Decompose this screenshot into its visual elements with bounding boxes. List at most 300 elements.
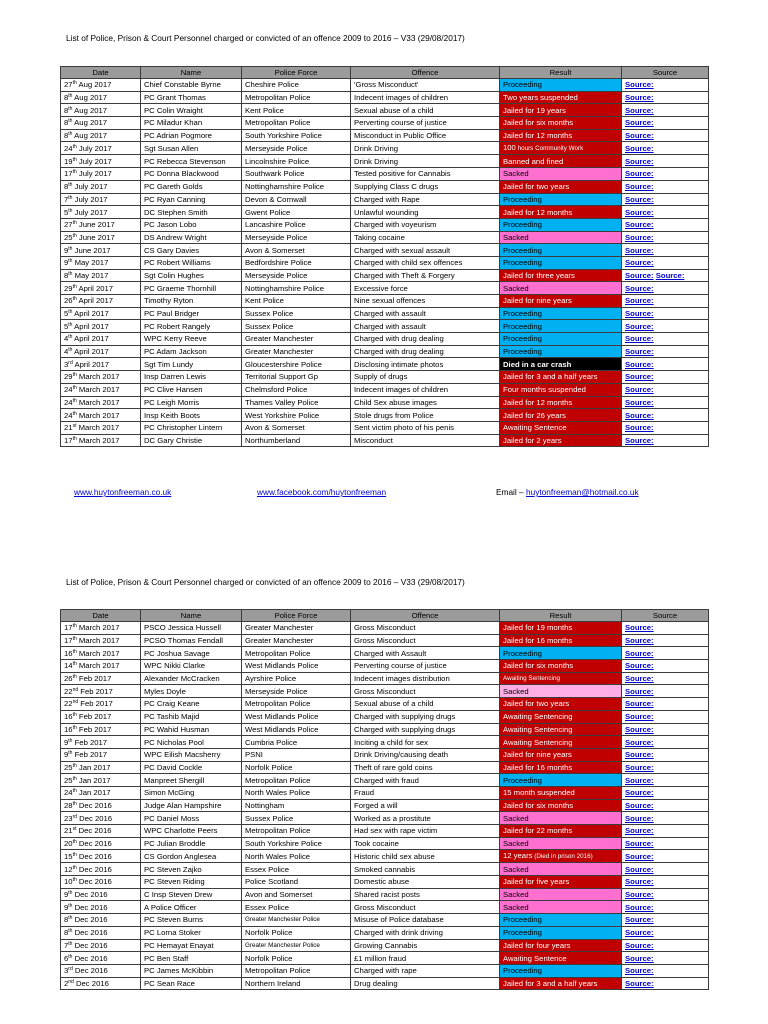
offence-cell: Gross Misconduct [351, 901, 500, 914]
name-cell: PC Colin Wraight [141, 104, 242, 117]
source-cell [622, 168, 709, 181]
result-text: 15 month suspended [503, 788, 575, 798]
police-force-cell: PSNI [242, 748, 351, 761]
name-cell: PC Daniel Moss [141, 812, 242, 825]
source-cell [622, 672, 709, 685]
name-cell: Insp Darren Lewis [141, 371, 242, 384]
name-cell: PC Graeme Thornhill [141, 282, 242, 295]
source-link[interactable]: Source: [625, 258, 654, 268]
date-suffix: th [72, 169, 77, 176]
result-text: Proceeding [503, 220, 542, 230]
result-text: Proceeding [503, 648, 542, 658]
police-force-cell: Nottingham [242, 799, 351, 812]
header-name: Name [141, 610, 242, 622]
source-cell [622, 218, 709, 231]
table-row [61, 129, 709, 142]
police-force-cell: Sussex Police [242, 320, 351, 333]
date-suffix: th [68, 245, 73, 252]
date-cell [61, 710, 141, 723]
result-cell [500, 850, 622, 863]
table-row [61, 307, 709, 320]
date-suffix: th [68, 737, 73, 744]
result-cell [500, 396, 622, 409]
result-text: Four months suspended [503, 385, 586, 395]
date-suffix: th [72, 80, 77, 87]
name-cell: PC Steven Zajko [141, 863, 242, 876]
source-cell [622, 345, 709, 358]
offence-cell: Shared racist posts [351, 888, 500, 901]
table-row [61, 244, 709, 257]
source-link[interactable]: Source: [625, 864, 654, 874]
result-cell [500, 685, 622, 698]
date-cell [61, 914, 141, 927]
date-month-year: Jan 2017 [78, 775, 111, 785]
name-cell: CS Gary Davies [141, 244, 242, 257]
source-link[interactable]: Source: [625, 169, 654, 179]
source-link[interactable]: Source: [625, 636, 654, 646]
table-row [61, 333, 709, 346]
result-text: 100 [503, 143, 516, 153]
police-force-cell: Metropolitan Police [242, 964, 351, 977]
date-month-year: Feb 2017 [80, 699, 113, 709]
offence-cell: Charged with drink driving [351, 926, 500, 939]
result-text: Sacked [503, 864, 529, 874]
police-force-cell: Lincolnshire Police [242, 155, 351, 168]
date-month-year: Dec 2016 [74, 902, 108, 912]
table-row [61, 977, 709, 990]
date-month-year: Aug 2017 [74, 131, 108, 141]
source-link[interactable]: Source: [625, 283, 654, 293]
date-day: 29 [64, 283, 73, 293]
date-day: 25 [64, 775, 73, 785]
date-day: 29 [64, 372, 73, 382]
date-suffix: th [72, 851, 77, 858]
source-link[interactable]: Source: [625, 194, 654, 204]
date-day: 22 [64, 686, 73, 696]
source-cell [622, 799, 709, 812]
date-month-year: March 2017 [78, 423, 120, 433]
offence-cell: Stole drugs from Police [351, 409, 500, 422]
police-force-cell: Merseyside Police [242, 269, 351, 282]
date-cell [61, 850, 141, 863]
offence-cell: Indecent images distribution [351, 672, 500, 685]
date-month-year: April 2017 [74, 321, 109, 331]
source-link[interactable]: Source: [625, 674, 654, 684]
source-link[interactable]: Source: [625, 309, 654, 319]
name-cell: PC Sean Race [141, 977, 242, 990]
source-link[interactable]: Source: [625, 423, 654, 433]
date-month-year: April 2017 [78, 296, 114, 306]
police-force-cell: Greater Manchester [242, 634, 351, 647]
table-row [61, 672, 709, 685]
source-link[interactable]: Source: [625, 813, 654, 823]
date-day: 25 [64, 762, 73, 772]
offence-cell: Historic child sex abuse [351, 850, 500, 863]
date-month-year: Feb 2017 [78, 724, 112, 734]
date-month-year: Dec 2016 [78, 800, 112, 810]
source-cell [622, 396, 709, 409]
source-link[interactable]: Source: [625, 877, 654, 887]
source-cell [622, 863, 709, 876]
table-row [61, 434, 709, 447]
date-cell [61, 685, 141, 698]
result-cell [500, 345, 622, 358]
offence-cell: Excessive force [351, 282, 500, 295]
source-cell [622, 307, 709, 320]
result-cell [500, 964, 622, 977]
header-name: Name [141, 67, 242, 79]
date-month-year: March 2017 [78, 636, 120, 646]
offence-cell: Charged with Rape [351, 193, 500, 206]
table-row [61, 736, 709, 749]
police-force-cell: Metropolitan Police [242, 698, 351, 711]
police-force-cell: Cheshire Police [242, 79, 351, 92]
name-cell: PC Nicholas Pool [141, 736, 242, 749]
source-cell [622, 812, 709, 825]
date-day: 24 [64, 143, 73, 153]
table-row [61, 193, 709, 206]
date-month-year: July 2017 [78, 143, 112, 153]
source-link[interactable]: Source: [625, 232, 654, 242]
table-row [61, 786, 709, 799]
offence-cell: Perverting course of justice [351, 660, 500, 673]
date-suffix: nd [72, 699, 79, 706]
result-text: Proceeding [503, 309, 542, 319]
date-suffix: th [68, 347, 73, 354]
source-cell [622, 193, 709, 206]
result-text: Jailed for nine years [503, 296, 572, 306]
name-cell: PC Miladur Khan [141, 117, 242, 130]
offence-cell: Charged with sexual assault [351, 244, 500, 257]
date-month-year: Aug 2017 [78, 80, 112, 90]
police-force-cell: Greater Manchester [242, 622, 351, 635]
source-link[interactable]: Source: [625, 359, 654, 369]
source-link[interactable]: Source: [625, 245, 654, 255]
table-row [61, 320, 709, 333]
date-cell [61, 723, 141, 736]
table-row [61, 863, 709, 876]
result-text: Awaiting Sentencing [503, 737, 573, 747]
table-row [61, 825, 709, 838]
source-link[interactable]: Source: [625, 686, 654, 696]
result-text: Sacked [503, 902, 529, 912]
date-day: 9 [64, 245, 69, 255]
date-day: 4 [64, 334, 69, 344]
website-link[interactable]: www.huytonfreeman.co.uk [74, 487, 172, 497]
table-row [61, 358, 709, 371]
table-row [61, 79, 709, 92]
table-row [61, 142, 709, 155]
source-link[interactable]: Source: [625, 93, 654, 103]
source-link[interactable]: Source: [625, 966, 654, 976]
page-title: List of Police, Prison & Court Personnel charged or convicted of an offence 2009 to 2016 – V33 (29/08/2017) [66, 33, 465, 43]
offence-cell: Drug dealing [351, 977, 500, 990]
name-cell: PC Jason Lobo [141, 218, 242, 231]
date-suffix: th [68, 194, 73, 201]
source-link[interactable]: Source: [625, 851, 654, 861]
offence-cell: Fraud [351, 786, 500, 799]
date-day: 8 [64, 270, 69, 280]
date-suffix: th [68, 93, 73, 100]
date-month-year: April 2017 [74, 347, 109, 357]
name-cell: PC Donna Blackwood [141, 168, 242, 181]
date-cell [61, 180, 141, 193]
header-date: Date [61, 67, 141, 79]
date-cell [61, 307, 141, 320]
police-force-cell: Essex Police [242, 901, 351, 914]
source-link[interactable]: Source: [625, 105, 654, 115]
date-suffix: th [68, 131, 73, 138]
table-row [61, 685, 709, 698]
name-cell: CS Gordon Anglesea [141, 850, 242, 863]
source-link[interactable]: Source: [625, 435, 654, 445]
table-row [61, 180, 709, 193]
source-link[interactable]: Source: [625, 953, 654, 963]
source-link[interactable]: Source: [625, 928, 654, 938]
source-link[interactable]: Source: [625, 661, 654, 671]
result-cell [500, 774, 622, 787]
result-cell [500, 761, 622, 774]
police-force-cell: Greater Manchester [242, 345, 351, 358]
source-link[interactable]: Source: [625, 788, 654, 798]
facebook-link[interactable]: www.facebook.com/huytonfreeman [257, 487, 387, 497]
name-cell: PC Wahid Husman [141, 723, 242, 736]
date-day: 17 [64, 623, 73, 633]
source-link[interactable]: Source: [625, 207, 654, 217]
police-force-cell: West Midlands Police [242, 723, 351, 736]
name-cell: PC Clive Hansen [141, 383, 242, 396]
date-suffix: th [68, 902, 73, 909]
police-force-cell: Norfolk Police [242, 761, 351, 774]
header-offence: Offence [351, 610, 500, 622]
header-source: Source [622, 610, 709, 622]
table-row [61, 371, 709, 384]
date-month-year: June 2017 [74, 245, 111, 255]
result-text: Jailed for two years [503, 182, 570, 192]
source-cell [622, 622, 709, 635]
source-cell [622, 939, 709, 952]
date-month-year: Feb 2017 [80, 686, 113, 696]
name-cell: Manpreet Shergill [141, 774, 242, 787]
result-cell [500, 421, 622, 434]
source-link[interactable]: Source: [625, 724, 654, 734]
date-suffix: th [72, 762, 77, 769]
source-link[interactable]: Source: [625, 372, 654, 382]
email-link[interactable]: huytonfreeman@hotmail.co.uk [525, 487, 639, 497]
date-day: 8 [64, 118, 69, 128]
offence-cell: Nine sexual offences [351, 295, 500, 308]
source-link[interactable]: Source: [625, 839, 654, 849]
source-link[interactable]: Source: [625, 347, 654, 357]
date-cell [61, 736, 141, 749]
name-cell: PC Joshua Savage [141, 647, 242, 660]
offence-cell: Charged with rape [351, 964, 500, 977]
offence-cell: Had sex with rape victim [351, 825, 500, 838]
result-cell [500, 358, 622, 371]
source-link[interactable]: Source: [625, 648, 654, 658]
date-suffix: th [72, 372, 77, 379]
result-text: Banned and fined [503, 156, 564, 166]
date-suffix: th [72, 724, 77, 731]
table-row [61, 914, 709, 927]
result-cell [500, 142, 622, 155]
date-day: 16 [64, 724, 73, 734]
source-link[interactable]: Source: [625, 940, 654, 950]
date-month-year: Dec 2016 [74, 966, 108, 976]
source-link[interactable]: Source: [625, 143, 654, 153]
date-month-year: Dec 2016 [74, 928, 108, 938]
offence-cell: Supplying Class C drugs [351, 180, 500, 193]
date-month-year: March 2017 [78, 623, 120, 633]
date-cell [61, 320, 141, 333]
offence-cell: Charged with supplying drugs [351, 723, 500, 736]
result-text: Sacked [503, 169, 529, 179]
result-cell [500, 837, 622, 850]
result-cell [500, 333, 622, 346]
police-force-cell: Avon & Somerset [242, 421, 351, 434]
source-cell [622, 282, 709, 295]
offence-cell: Theft of rare gold coins [351, 761, 500, 774]
source-link[interactable]: Source: [625, 410, 654, 420]
result-text: Jailed for 3 and a half years [503, 978, 598, 988]
header-police-force: Police Force [242, 67, 351, 79]
table-row [61, 710, 709, 723]
police-force-cell: North Wales Police [242, 850, 351, 863]
date-suffix: th [72, 283, 77, 290]
date-suffix: th [72, 648, 77, 655]
police-force-cell: Kent Police [242, 295, 351, 308]
source-cell [622, 129, 709, 142]
result-cell [500, 634, 622, 647]
result-text: Awaiting Sentencing [503, 712, 573, 722]
police-force-cell: Northumberland [242, 434, 351, 447]
result-text: Jailed for five years [503, 877, 570, 887]
result-text: Proceeding [503, 321, 542, 331]
source-link[interactable]: Source: [625, 762, 654, 772]
date-suffix: th [72, 410, 77, 417]
source-link[interactable]: Source: [655, 270, 685, 280]
date-cell [61, 104, 141, 117]
source-link[interactable]: Source: [625, 397, 654, 407]
source-link[interactable]: Source: [625, 385, 654, 395]
source-cell [622, 710, 709, 723]
date-cell [61, 79, 141, 92]
police-force-cell: Thames Valley Police [242, 396, 351, 409]
date-cell [61, 168, 141, 181]
name-cell: Timothy Ryton [141, 295, 242, 308]
date-day: 9 [64, 750, 69, 760]
table-row [61, 660, 709, 673]
source-link[interactable]: Source: [625, 334, 654, 344]
table-row [61, 421, 709, 434]
source-link[interactable]: Source: [625, 737, 654, 747]
source-link[interactable]: Source: [625, 220, 654, 230]
date-cell [61, 977, 141, 990]
source-link[interactable]: Source: [625, 118, 654, 128]
result-note: hours Community Work [515, 145, 584, 153]
source-link[interactable]: Source: [625, 712, 654, 722]
source-cell [622, 231, 709, 244]
date-day: 9 [64, 258, 69, 268]
date-day: 7 [64, 194, 69, 204]
source-cell [622, 269, 709, 282]
source-cell [622, 876, 709, 889]
name-cell: PC Ben Staff [141, 952, 242, 965]
date-suffix: th [68, 207, 73, 214]
date-cell [61, 634, 141, 647]
name-cell: A Police Officer [141, 901, 242, 914]
date-suffix: th [68, 953, 73, 960]
date-suffix: th [72, 877, 77, 884]
source-link[interactable]: Source: [625, 890, 654, 900]
source-link[interactable]: Source: [625, 270, 654, 280]
name-cell: PC Rebecca Stevenson [141, 155, 242, 168]
source-link[interactable]: Source: [625, 915, 654, 925]
offence-cell: Charged with drug dealing [351, 345, 500, 358]
date-suffix: th [68, 321, 73, 328]
offence-cell: Tested positive for Cannabis [351, 168, 500, 181]
offence-cell: Smoked cannabis [351, 863, 500, 876]
table-row [61, 698, 709, 711]
date-day: 8 [64, 915, 69, 925]
name-cell: DS Andrew Wright [141, 231, 242, 244]
source-link[interactable]: Source: [625, 699, 654, 709]
source-link[interactable]: Source: [625, 826, 654, 836]
name-cell: Judge Alan Hampshire [141, 799, 242, 812]
date-cell [61, 295, 141, 308]
date-month-year: May 2017 [74, 258, 109, 268]
date-suffix: th [68, 270, 73, 277]
offence-cell: Sexual abuse of a child [351, 104, 500, 117]
source-link[interactable]: Source: [625, 623, 654, 633]
date-cell [61, 244, 141, 257]
date-cell [61, 345, 141, 358]
date-day: 24 [64, 788, 73, 798]
source-link[interactable]: Source: [625, 296, 654, 306]
source-link[interactable]: Source: [625, 902, 654, 912]
result-cell [500, 901, 622, 914]
table-row [61, 799, 709, 812]
table-row [61, 888, 709, 901]
header-date: Date [61, 610, 141, 622]
date-day: 8 [64, 105, 69, 115]
result-cell [500, 977, 622, 990]
source-link[interactable]: Source: [625, 156, 654, 166]
source-link[interactable]: Source: [625, 978, 654, 988]
date-day: 8 [64, 928, 69, 938]
source-cell [622, 320, 709, 333]
date-cell [61, 952, 141, 965]
source-link[interactable]: Source: [625, 800, 654, 810]
police-force-cell: Police Scotland [242, 876, 351, 889]
source-link[interactable]: Source: [625, 80, 654, 90]
date-day: 3 [64, 966, 69, 976]
date-day: 27 [64, 220, 73, 230]
date-month-year: June 2017 [78, 220, 115, 230]
source-link[interactable]: Source: [625, 775, 654, 785]
date-day: 24 [64, 410, 73, 420]
result-cell [500, 888, 622, 901]
source-link[interactable]: Source: [625, 750, 654, 760]
source-link[interactable]: Source: [625, 182, 654, 192]
result-text: Jailed for 12 months [503, 131, 573, 141]
offence-cell: Charged with Assault [351, 647, 500, 660]
date-suffix: th [68, 750, 73, 757]
table-row [61, 761, 709, 774]
source-link[interactable]: Source: [625, 131, 654, 141]
date-day: 7 [64, 940, 69, 950]
source-link[interactable]: Source: [625, 321, 654, 331]
